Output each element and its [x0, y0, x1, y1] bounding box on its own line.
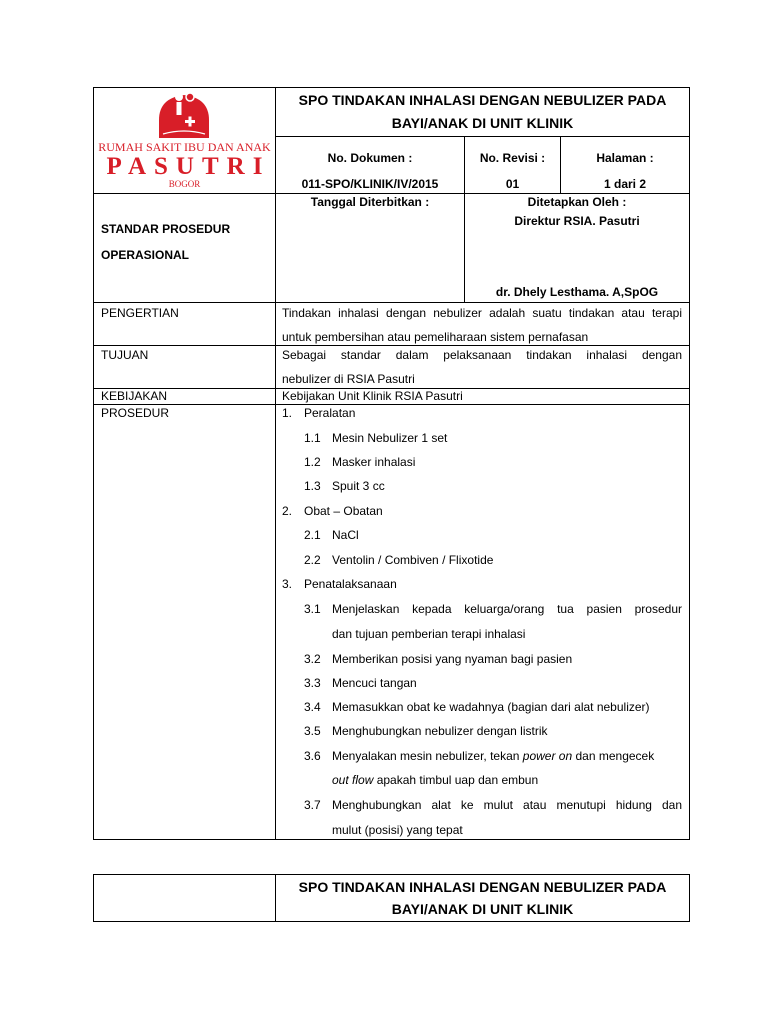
next-page-title — [276, 878, 689, 918]
step-text-part: dan mengecek — [572, 749, 655, 763]
section-title: Peralatan — [304, 406, 356, 420]
tujuan-label: TUJUAN — [101, 348, 149, 362]
step-text-part: Menyalakan mesin nebulizer, tekan — [332, 749, 523, 763]
step-text-emphasis: power on — [522, 749, 573, 763]
step-text-continued: dan tujuan pemberian terapi inhalasi — [332, 627, 526, 641]
step-text-part: apakah timbul uap dan embun — [373, 773, 539, 787]
pengertian-label: PENGERTIAN — [101, 306, 179, 320]
tujuan-line2: nebulizer di RSIA Pasutri — [282, 372, 415, 386]
document-title-line2: BAYI/ANAK DI UNIT KLINIK — [391, 115, 574, 131]
revision-label: No. Revisi : — [479, 151, 546, 165]
logo-line1: RUMAH SAKIT IBU DAN ANAK — [98, 140, 271, 154]
step-text: Menjelaskan kepada keluarga/orang tua pasien prosedur — [332, 602, 682, 616]
step-number: 3.5 — [304, 724, 321, 738]
doc-number-value: 011-SPO/KLINIK/IV/2015 — [301, 177, 439, 191]
set-by-value: Direktur RSIA. Pasutri — [514, 214, 640, 228]
section-number: 2. — [282, 504, 293, 518]
hospital-logo — [97, 90, 272, 190]
step-number: 3.2 — [304, 652, 321, 666]
step-text-continued: mulut (posisi) yang tepat — [332, 823, 463, 837]
step-number: 1.3 — [304, 479, 321, 493]
step-text — [332, 749, 654, 764]
pengertian-line2: untuk pembersihan atau pemeliharaan sistem pernafasan — [282, 330, 589, 344]
set-by-label: Ditetapkan Oleh : — [527, 195, 627, 209]
tujuan-line1: Sebagai standar dalam pelaksanaan tindakan inhalasi dengan — [282, 348, 682, 362]
spo-label-line2: OPERASIONAL — [101, 248, 190, 262]
step-number: 3.6 — [304, 749, 321, 763]
step-text: Spuit 3 cc — [332, 479, 385, 493]
doc-number-label: No. Dokumen : — [327, 151, 413, 165]
page-label: Halaman : — [596, 151, 654, 165]
step-text: Mencuci tangan — [332, 676, 417, 690]
pengertian-line1: Tindakan inhalasi dengan nebulizer adalah suatu tindakan atau terapi — [282, 306, 682, 320]
revision-value: 01 — [505, 177, 520, 191]
step-number: 2.2 — [304, 553, 321, 567]
document-title — [276, 91, 689, 132]
section-title: Penatalaksanaan — [304, 577, 397, 591]
step-number: 2.1 — [304, 528, 321, 542]
section-title: Obat – Obatan — [304, 504, 383, 518]
prosedur-label: PROSEDUR — [101, 406, 170, 420]
signatory-name: dr. Dhely Lesthama. A,SpOG — [495, 285, 659, 299]
step-number: 3.4 — [304, 700, 321, 714]
step-number: 1.1 — [304, 431, 321, 445]
section-number: 1. — [282, 406, 293, 420]
step-text: NaCl — [332, 528, 359, 542]
hospital-logo-icon — [155, 90, 213, 140]
spo-label-line1: STANDAR PROSEDUR — [101, 222, 231, 236]
step-text: Ventolin / Combiven / Flixotide — [332, 553, 494, 567]
next-page-title-line1: SPO TINDAKAN INHALASI DENGAN NEBULIZER PADA — [298, 879, 667, 895]
step-number: 3.7 — [304, 798, 321, 812]
step-text: Memberikan posisi yang nyaman bagi pasien — [332, 652, 573, 666]
logo-line2: PASUTRI — [106, 153, 271, 180]
next-page-title-line2: BAYI/ANAK DI UNIT KLINIK — [391, 901, 574, 917]
step-text: Mesin Nebulizer 1 set — [332, 431, 448, 445]
step-number: 1.2 — [304, 455, 321, 469]
kebijakan-label: KEBIJAKAN — [101, 389, 168, 403]
logo-line3: BOGOR — [168, 179, 201, 189]
step-text: Memasukkan obat ke wadahnya (bagian dari alat nebulizer) — [332, 700, 650, 714]
section-number: 3. — [282, 577, 293, 591]
document-title-line1: SPO TINDAKAN INHALASI DENGAN NEBULIZER PADA — [298, 92, 667, 108]
issued-date-label: Tanggal Diterbitkan : — [310, 195, 430, 209]
kebijakan-text: Kebijakan Unit Klinik RSIA Pasutri — [282, 389, 463, 403]
step-text: Menghubungkan alat ke mulut atau menutupi hidung dan — [332, 798, 682, 812]
step-text: Menghubungkan nebulizer dengan listrik — [332, 724, 548, 738]
step-number: 3.3 — [304, 676, 321, 690]
step-text: Masker inhalasi — [332, 455, 416, 469]
step-text-continued — [332, 773, 538, 788]
page-value: 1 dari 2 — [603, 177, 647, 191]
step-number: 3.1 — [304, 602, 321, 616]
step-text-emphasis: out flow — [332, 773, 374, 787]
